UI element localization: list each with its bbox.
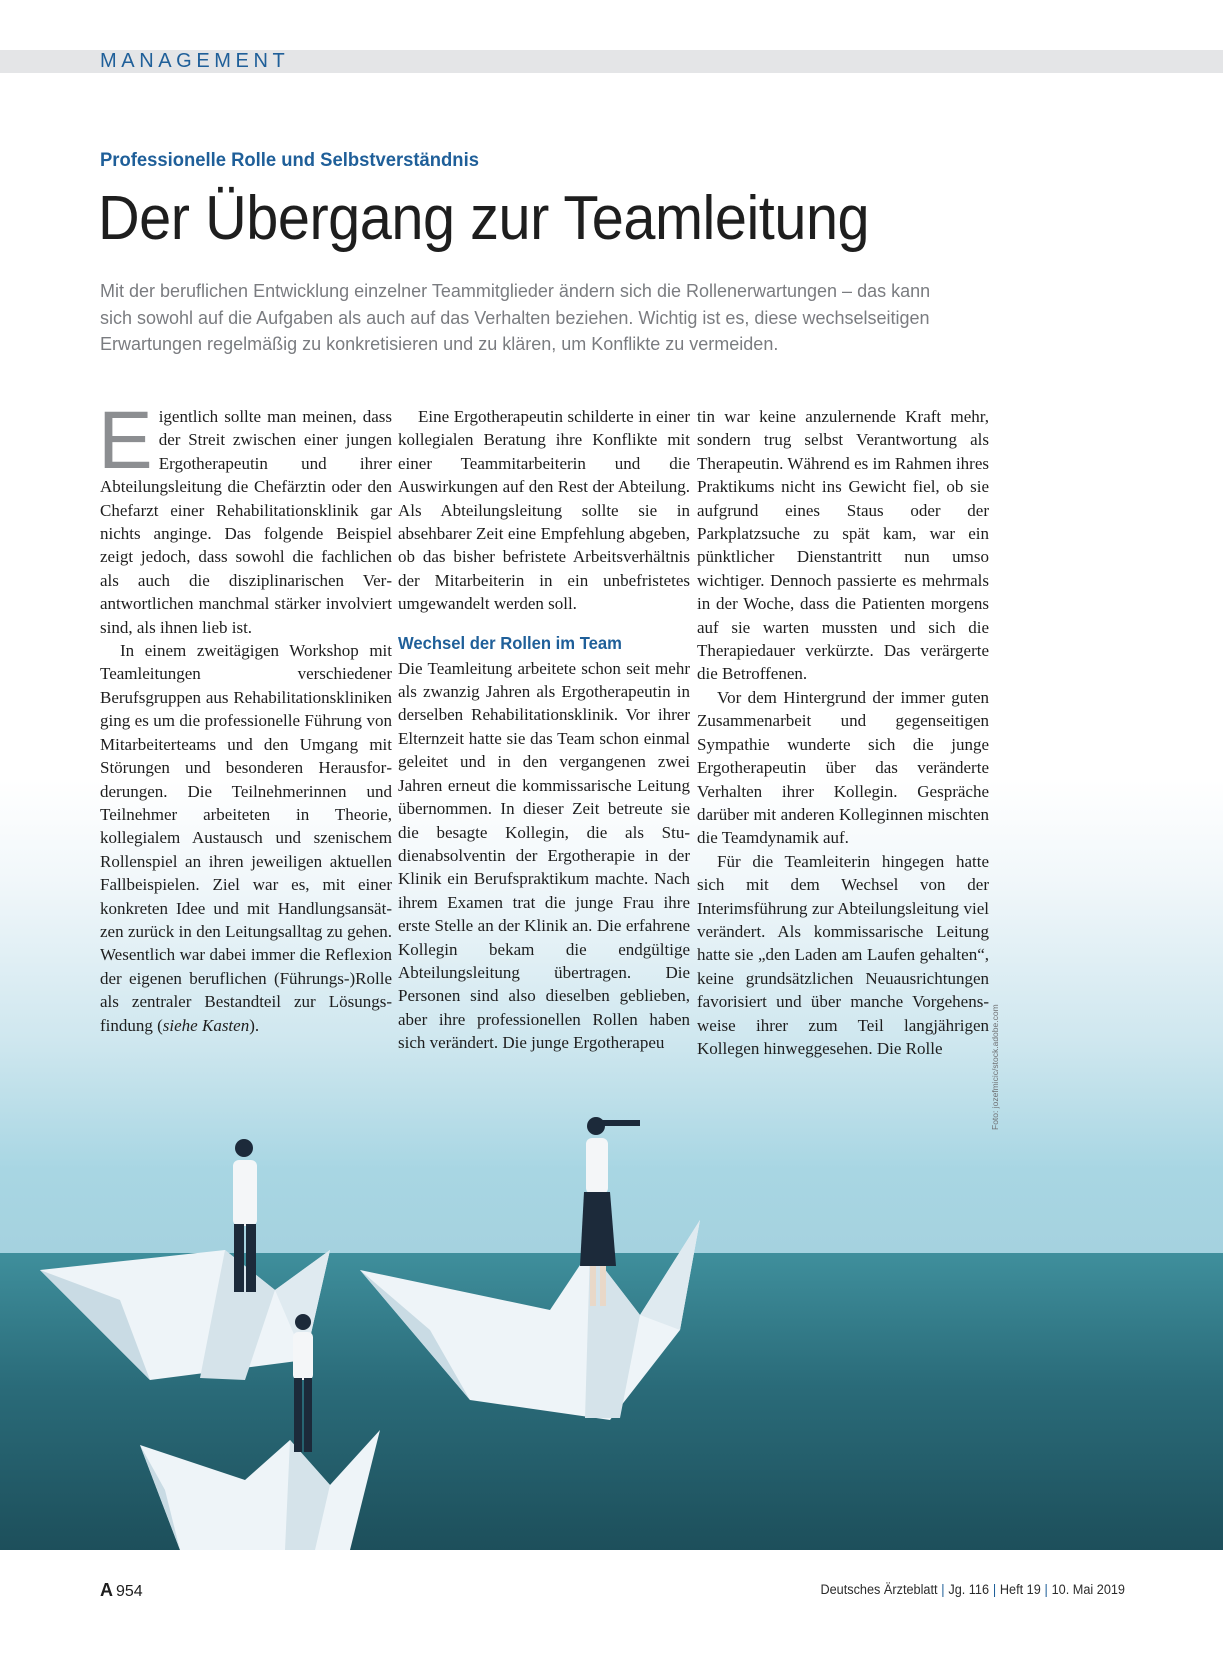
journal-name: Deutsches Ärzteblatt bbox=[820, 1582, 938, 1597]
paragraph: Für die Teamleiterin hingegen hatte sich mit dem Wechsel von der Interimsführung zur Abteilungsleitung viel verändert. Als kommissarische Leitung hatte sie „den Laden am Laufen gehalten“, keine grundsätzlichen Neuausrichtungen favorisiert und über manche Vorgehensweise ihrer zum Teil langjährigen Kollegen hinweggesehen. Die Rolle bbox=[697, 851, 989, 1058]
issue-date: 10. Mai 2019 bbox=[1051, 1582, 1125, 1597]
lead-line: Erwartungen regelmäßig zu konkretisieren und zu klären, um Konflikte zu vermeiden. bbox=[100, 334, 779, 354]
lead-line: sich sowohl auf die Aufgaben als auch auf das Verhalten beziehen. Wichtig ist es, diese wechselseitigen bbox=[100, 307, 930, 328]
article-headline: Der Übergang zur Teamleitung bbox=[98, 184, 870, 253]
text-column-3 bbox=[697, 405, 989, 1060]
publication-info bbox=[820, 1582, 1125, 1597]
separator: | bbox=[992, 1582, 997, 1597]
paragraph bbox=[100, 639, 392, 1037]
paper-boat-bottom bbox=[140, 1430, 380, 1550]
paragraph-text: In einem zweitägigen Workshop mit Teamleitungen verschiedener Berufsgruppen aus Rehabilitationskliniken ging es um die professionelle Führung von Mitarbeiterteams und den Umgang mit Störungen und besonderen Herausforderungen. Die Teilnehmerinnen und Teilnehmer arbeiteten in Theorie, kollegialem Austausch und szenischem Rollenspiel an ihren jeweiligen aktuellen Fallbeispielen. Ziel war es, mit einer konkreten Idee und mit Handlungsansätzen zurück in den Leitungsalltag zu gehen. Wesentlich war dabei immer die Reflexion der eigenen beruflichen (Führungs-)Rolle als zentraler Bestandteil zur Lösungsfindung ( bbox=[100, 641, 392, 1035]
page-number bbox=[100, 1580, 143, 1601]
separator: | bbox=[1044, 1582, 1048, 1597]
section-label: MANAGEMENT bbox=[100, 50, 290, 72]
paragraph: tin war keine anzulernende Kraft mehr, sondern trug selbst Verantwortung als Therapeutin. Während es im Rahmen ihres Praktikums nicht ins Gewicht fiel, ob sie aufgrund eines Staus oder der Parkplatzsuche zu spät kam, war ein pünktlicher Dienstantritt nun umso wichtiger. Dennoch passierte es mehrmals in der Woche, dass die Patienten morgens auf sie warten mussten und sich die Therapiedauer verkürzte. Das verärgerte die Betroffenen. bbox=[697, 407, 989, 684]
paragraph: Eine Ergotherapeutin schilderte in einer kollegialen Beratung ihre Konflikte mit einer Teammitarbeiterin und die Auswirkungen auf den Rest der Abteilung. Als Abteilungsleitung sollte sie in absehbarer Zeit eine Empfehlung abgeben, ob das bisher befristete Arbeitsverhältnis der Mitarbeiterin in ein unbefristetes umgewandelt werden soll. bbox=[398, 407, 690, 614]
paragraph: Die Teamleitung arbeitete schon seit mehr als zwanzig Jahren als Ergotherapeutin in derselben Rehabilitationsklinik. Vor ihrer Elternzeit hatte sie das Team schon einmal geleitet und in den vergangenen zwei Jahren erneut die kommissarische Leitung übernommen. In dieser Zeit betreute sie die besagte Kollegin, die als Studienabsolventin der Ergotherapie in der Klinik ein Berufspraktikum machte. Nach ihrem Examen trat die junge Frau ihre erste Stelle an der Klinik an. Die erfahrene Kollegin bekam die endgültige Abteilungsleitung übertragen. Die Personen sind also dieselben geblieben, aber ihre professionellen Rollen haben sich verändert. Die junge Ergotherapeu bbox=[398, 658, 690, 1053]
paragraph-text: ). bbox=[249, 1015, 260, 1035]
page-prefix: A bbox=[100, 1580, 113, 1600]
lead-line: Mit der beruflichen Entwicklung einzelner Teammitglieder ändern sich die Rollenerwartungen – das kann bbox=[100, 281, 931, 301]
paper-boats-illustration bbox=[0, 1100, 1223, 1550]
separator: | bbox=[941, 1582, 945, 1597]
article-kicker: Professionelle Rolle und Selbstverständnis bbox=[100, 150, 479, 171]
page-number-value: 954 bbox=[116, 1583, 143, 1600]
volume: Jg. 116 bbox=[948, 1582, 990, 1597]
paper-boat-center bbox=[360, 1220, 700, 1420]
paragraph-text: igentlich sollte man meinen, dass der Streit zwischen einer jungen Ergotherapeutin und ihrer Abteilungsleitung die Chefärztin oder den Chefarzt einer Rehabilitationsklinik gar nichts anginge. Das folgende Beispiel zeigt jedoch, dass sowohl die fachlichen als auch die disziplinarischen Verantwortlichen manchmal stärker involviert sind, als ihnen lieb ist. bbox=[100, 407, 392, 637]
issue: Heft 19 bbox=[999, 1582, 1041, 1597]
woman-figure bbox=[293, 1314, 313, 1452]
subheading: Wechsel der Rollen im Team bbox=[398, 632, 622, 653]
paragraph bbox=[98, 395, 392, 639]
text-column-1 bbox=[98, 395, 392, 1037]
cross-reference: siehe Kasten bbox=[162, 1015, 250, 1035]
photo-credit: Foto: jozefmicic/stock.adobe.com bbox=[990, 1004, 1000, 1130]
paper-boat-left bbox=[40, 1250, 330, 1380]
drop-cap: E bbox=[98, 395, 153, 486]
paragraph: Vor dem Hintergrund der immer guten Zusammenarbeit und gegenseitigen Sympathie wunderte sich die junge Ergotherapeutin über das veränderte Verhalten ihrer Kollegin. Gespräche darüber mit anderen Kolleginnen mischten die Teamdynamik auf. bbox=[697, 687, 989, 848]
text-column-2 bbox=[398, 405, 690, 1055]
article-lead bbox=[100, 278, 1030, 358]
